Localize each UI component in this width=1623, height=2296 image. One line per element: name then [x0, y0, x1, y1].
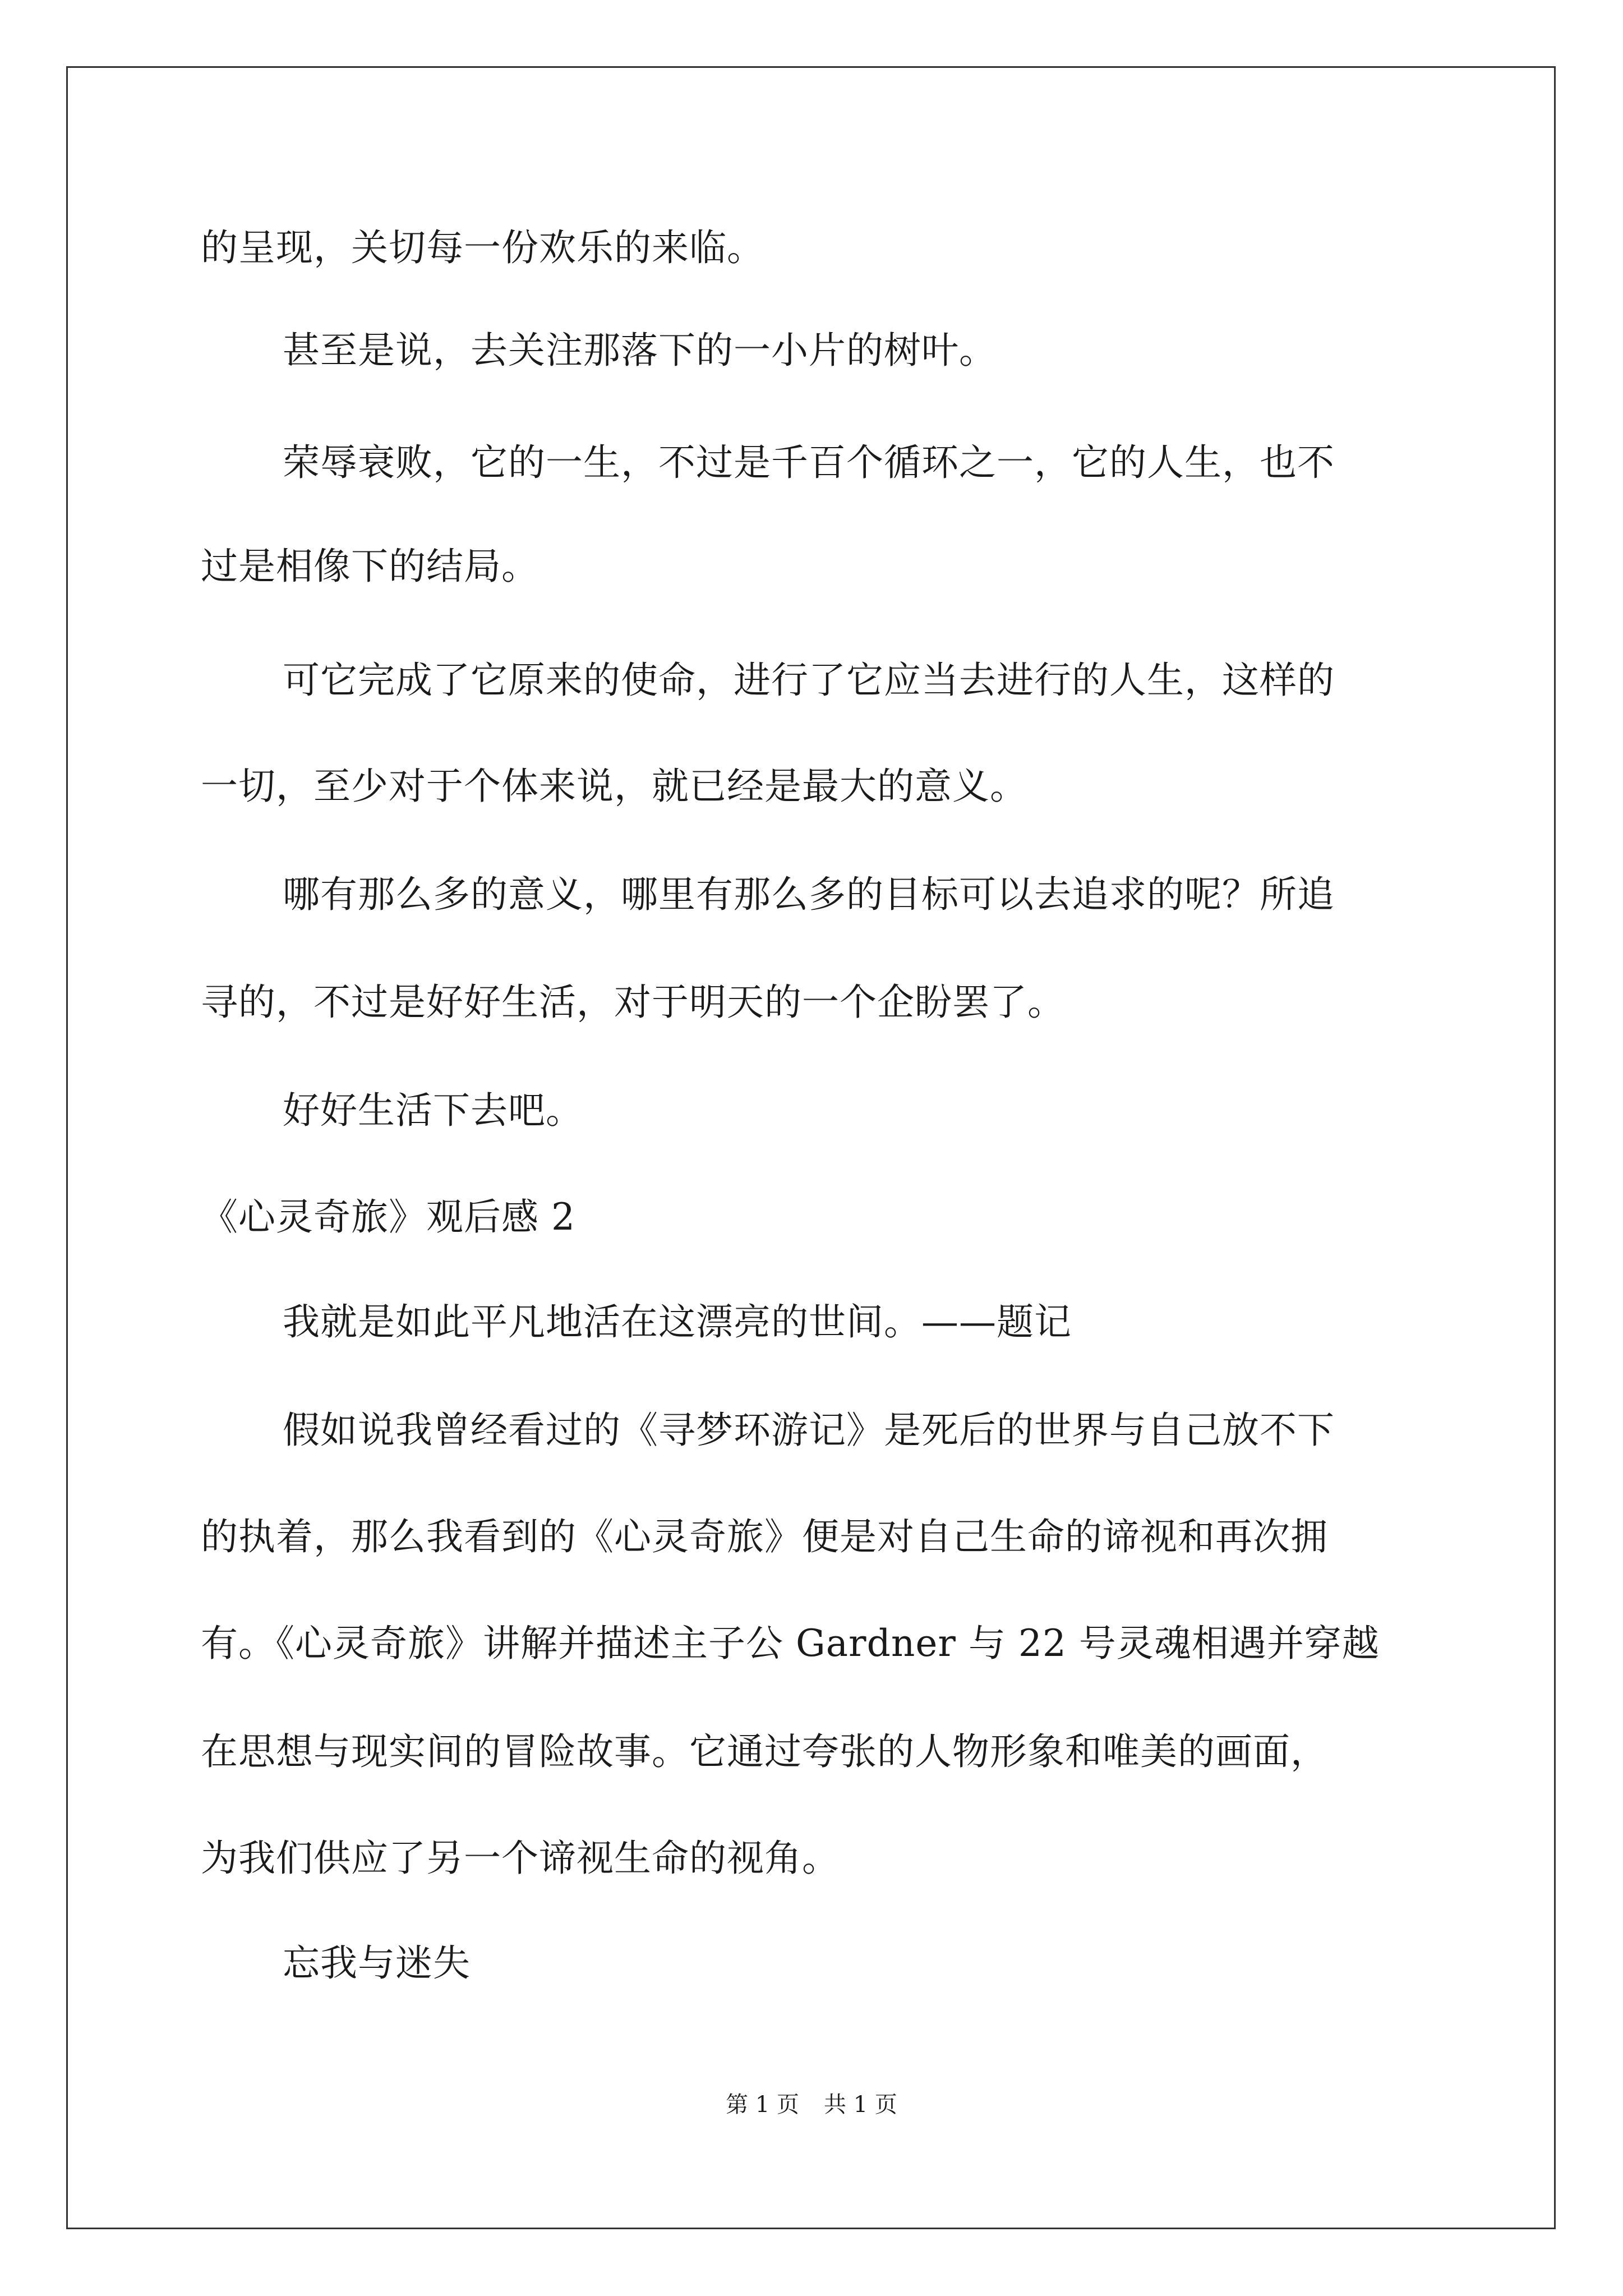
text-line: 寻的，不过是好好生活，对于明天的一个企盼罢了。: [201, 981, 1065, 1024]
paragraph-text: 假如说我曾经看过的《寻梦环游记》是死后的世界与自己放不下: [283, 1409, 1335, 1452]
text-line: 为我们供应了另一个谛视生命的视角。: [201, 1837, 840, 1880]
text-line: 有。《心灵奇旅》讲解并描述主子公 Gardner 与 22 号灵魂相遇并穿越: [201, 1622, 1380, 1665]
text-line: 的呈现，关切每一份欢乐的来临。: [201, 226, 764, 269]
paragraph-text: 忘我与迷失: [283, 1941, 471, 1985]
paragraph-text: 我就是如此平凡地活在这漂亮的世间。——题记: [283, 1300, 1072, 1343]
text-line: 过是相像下的结局。: [201, 545, 539, 588]
page-total: 共 1 页: [824, 2092, 897, 2118]
paragraph-text: 可它完成了它原来的使命，进行了它应当去进行的人生，这样的: [283, 659, 1335, 702]
page-border: [66, 66, 1556, 2229]
text-line: 在思想与现实间的冒险故事。它通过夸张的人物形象和唯美的画面，: [201, 1730, 1328, 1773]
paragraph-text: 甚至是说，去关注那落下的一小片的树叶。: [283, 329, 997, 372]
section-heading: 《心灵奇旅》观后感 2: [201, 1195, 575, 1239]
paragraph-text: 哪有那么多的意义，哪里有那么多的目标可以去追求的呢？所追: [283, 873, 1335, 916]
page-footer: [0, 2089, 1623, 2120]
page-number: 第 1 页: [726, 2092, 799, 2118]
text-line: 一切，至少对于个体来说，就已经是最大的意义。: [201, 765, 1027, 808]
paragraph-text: 荣辱衰败，它的一生，不过是千百个循环之一，它的人生，也不: [283, 441, 1335, 484]
text-line: 的执着，那么我看到的《心灵奇旅》便是对自己生命的谛视和再次拥: [201, 1515, 1328, 1558]
paragraph-text: 好好生活下去吧。: [283, 1089, 583, 1132]
